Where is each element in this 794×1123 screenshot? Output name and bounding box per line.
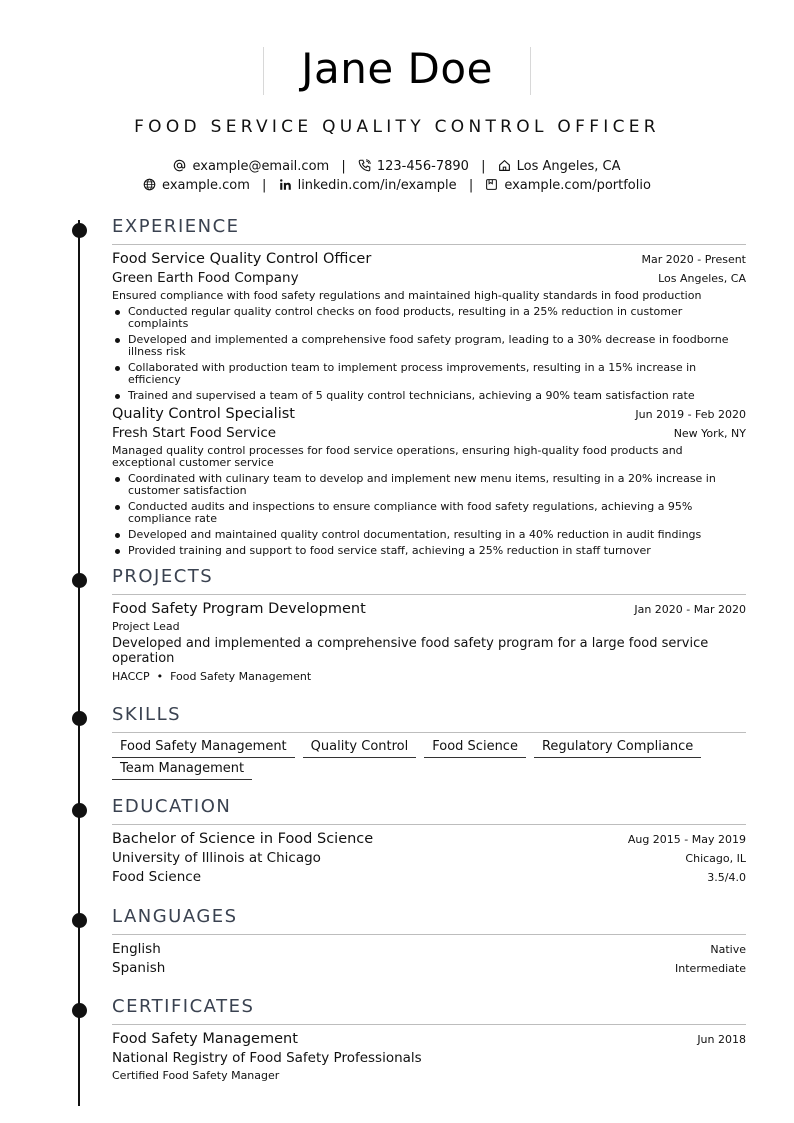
section-title: LANGUAGES xyxy=(112,906,238,927)
section-divider xyxy=(112,594,746,595)
contact-row-2 xyxy=(0,178,794,193)
job-company: Green Earth Food Company xyxy=(112,270,299,286)
certificate-issuer: National Registry of Food Safety Professionals xyxy=(112,1050,422,1066)
job-entry xyxy=(112,251,746,402)
timeline-dot xyxy=(72,913,87,928)
job-summary: Managed quality control processes for food service operations, ensuring high-quality food products and exceptional customer service xyxy=(112,444,683,469)
home-icon xyxy=(498,159,511,172)
certificate-name: Food Safety Management xyxy=(112,1031,298,1047)
linkedin-icon xyxy=(279,178,292,191)
education-dates: Aug 2015 - May 2019 xyxy=(627,833,746,846)
skill-tag: Team Management xyxy=(112,761,252,780)
education-section xyxy=(112,796,746,885)
section-title: CERTIFICATES xyxy=(112,996,255,1017)
education-degree: Bachelor of Science in Food Science xyxy=(112,831,374,847)
keyword: HACCP xyxy=(112,670,150,683)
language-level: Native xyxy=(710,943,746,956)
job-title: FOOD SERVICE QUALITY CONTROL OFFICER xyxy=(134,117,660,137)
job-bullets xyxy=(112,306,746,402)
phone-icon xyxy=(358,159,371,172)
at-icon xyxy=(173,159,186,172)
linkedin-link[interactable]: linkedin.com/in/example xyxy=(297,178,457,193)
job-dates: Jun 2019 - Feb 2020 xyxy=(635,408,746,421)
projects-section xyxy=(112,566,746,683)
language-row xyxy=(112,941,746,957)
education-field: Food Science xyxy=(112,869,201,885)
separator: | xyxy=(468,178,474,193)
list-item: Trained and supervised a team of 5 quality control technicians, achieving a 90% team satisfaction rate xyxy=(112,390,746,402)
job-role: Food Service Quality Control Officer xyxy=(112,251,372,267)
project-dates: Jan 2020 - Mar 2020 xyxy=(634,603,746,616)
timeline-dot xyxy=(72,573,87,588)
job-location: New York, NY xyxy=(673,427,746,440)
website-link[interactable]: example.com xyxy=(162,178,250,193)
list-item: Conducted regular quality control checks on food products, resulting in a 25% reduction in customer complaints xyxy=(112,306,746,330)
skill-tag: Food Science xyxy=(424,739,526,758)
list-item: Conducted audits and inspections to ensure compliance with food safety regulations, achieving a 95% compliance rate xyxy=(112,501,746,525)
language-name: Spanish xyxy=(112,960,166,976)
education-school: University of Illinois at Chicago xyxy=(112,850,321,866)
job-summary: Ensured compliance with food safety regulations and maintained high-quality standards in food production xyxy=(112,289,702,302)
language-level: Intermediate xyxy=(675,962,746,975)
skills-section xyxy=(112,704,746,783)
timeline-dot xyxy=(72,803,87,818)
phone-link[interactable]: 123-456-7890 xyxy=(376,159,469,174)
project-entry xyxy=(112,601,746,683)
timeline-dot xyxy=(72,711,87,726)
email-link[interactable]: example@email.com xyxy=(192,159,330,174)
list-item: Coordinated with culinary team to develop and implement new menu items, resulting in a 20% increase in customer satisfaction xyxy=(112,473,746,497)
portfolio-link[interactable]: example.com/portfolio xyxy=(504,178,651,193)
list-item: Provided training and support to food service staff, achieving a 25% reduction in staff turnover xyxy=(112,545,746,557)
globe-icon xyxy=(143,178,156,191)
section-divider xyxy=(112,934,746,935)
experience-section xyxy=(112,216,746,561)
certificate-date: Jun 2018 xyxy=(697,1033,746,1046)
section-title: EDUCATION xyxy=(112,796,232,817)
language-row xyxy=(112,960,746,976)
timeline-dot xyxy=(72,223,87,238)
section-title: PROJECTS xyxy=(112,566,214,587)
job-role: Quality Control Specialist xyxy=(112,406,295,422)
education-gpa: 3.5/4.0 xyxy=(707,871,746,884)
contact-row-1 xyxy=(0,159,794,174)
keyword: Food Safety Management xyxy=(170,670,312,683)
location-text: Los Angeles, CA xyxy=(516,159,621,174)
portfolio-icon xyxy=(485,178,498,191)
section-divider xyxy=(112,244,746,245)
job-company: Fresh Start Food Service xyxy=(112,425,277,441)
section-divider xyxy=(112,824,746,825)
languages-section xyxy=(112,906,746,976)
skills-list xyxy=(112,739,746,783)
skill-tag: Regulatory Compliance xyxy=(534,739,701,758)
section-title: EXPERIENCE xyxy=(112,216,240,237)
education-location: Chicago, IL xyxy=(685,852,746,865)
separator: | xyxy=(341,159,346,174)
section-title: SKILLS xyxy=(112,704,182,725)
certificates-section xyxy=(112,996,746,1082)
section-divider xyxy=(112,732,746,733)
project-role: Project Lead xyxy=(112,620,180,633)
section-divider xyxy=(112,1024,746,1025)
skill-tag: Quality Control xyxy=(303,739,417,758)
list-item: Developed and maintained quality control documentation, resulting in a 40% reduction in audit findings xyxy=(112,529,746,541)
separator: | xyxy=(262,178,267,193)
list-item: Developed and implemented a comprehensive food safety program, leading to a 30% decrease in foodborne illness risk xyxy=(112,334,746,358)
job-location: Los Angeles, CA xyxy=(658,272,746,285)
project-keywords xyxy=(112,670,746,683)
job-dates: Mar 2020 - Present xyxy=(641,253,746,266)
timeline-dot xyxy=(72,1003,87,1018)
project-description: Developed and implemented a comprehensive food safety program for a large food service operation xyxy=(112,636,709,666)
candidate-name: Jane Doe xyxy=(301,44,493,93)
timeline-line xyxy=(78,220,80,1106)
skill-tag: Food Safety Management xyxy=(112,739,295,758)
separator: | xyxy=(481,159,486,174)
list-item: Collaborated with production team to implement process improvements, resulting in a 15% increase in efficiency xyxy=(112,362,746,386)
keyword-separator: • xyxy=(156,670,164,683)
job-entry xyxy=(112,406,746,557)
job-bullets xyxy=(112,473,746,557)
certificate-summary: Certified Food Safety Manager xyxy=(112,1069,280,1082)
language-name: English xyxy=(112,941,161,957)
project-name: Food Safety Program Development xyxy=(112,601,366,617)
name-block xyxy=(263,44,531,95)
